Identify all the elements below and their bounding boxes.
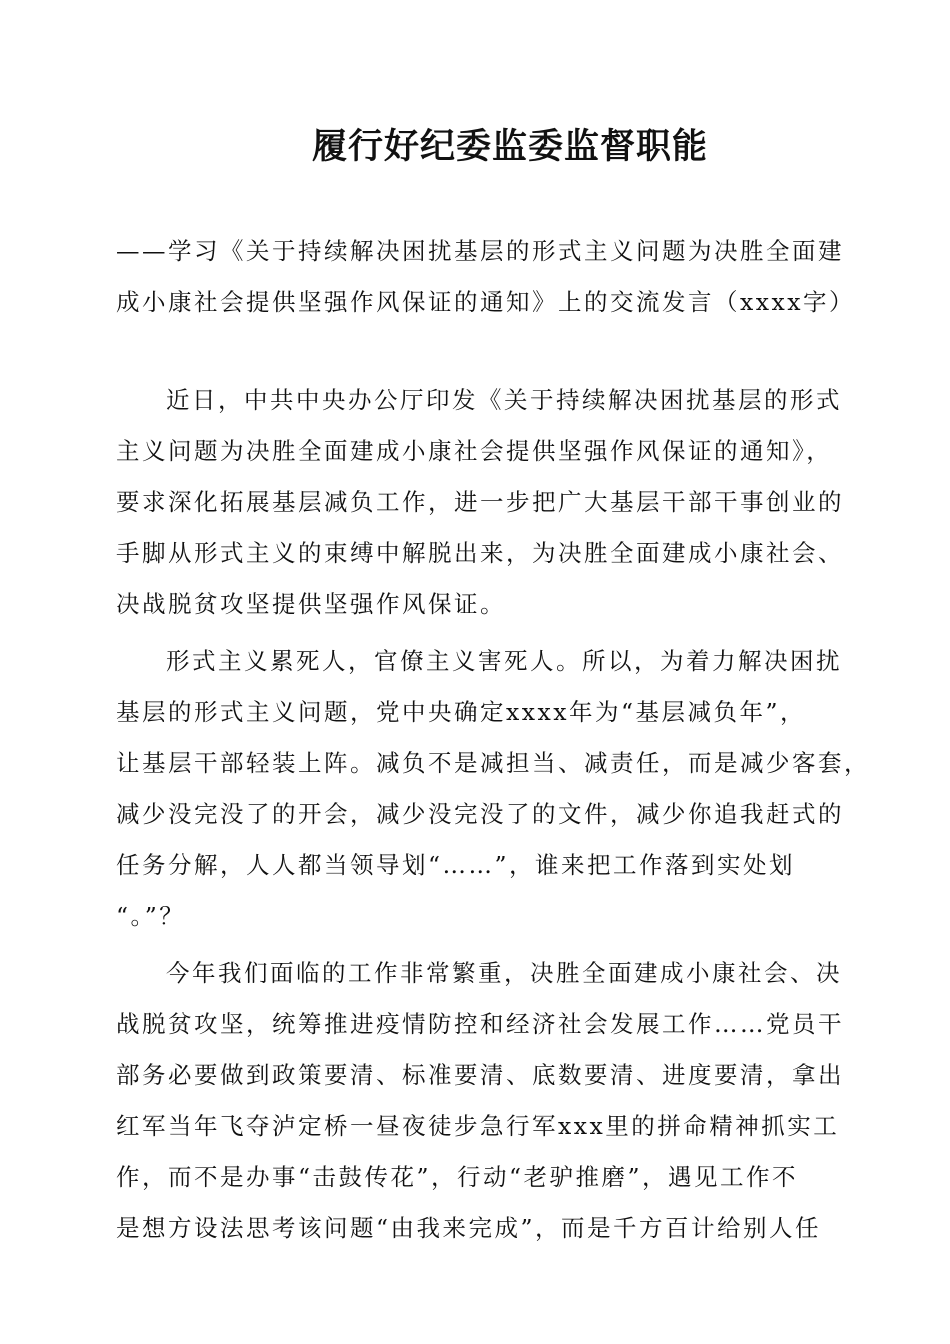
paragraph-line: 决战脱贫攻坚提供坚强作风保证。 bbox=[116, 590, 506, 618]
paragraph-line: 今年我们面临的工作非常繁重，决胜全面建成小康社会、决 bbox=[166, 959, 842, 987]
paragraph-line: “。”？ bbox=[116, 902, 186, 930]
paragraph-line: 减少没完没了的开会，减少没完没了的文件，减少你追我赶式的 bbox=[116, 800, 844, 828]
document-body bbox=[116, 375, 870, 1260]
paragraph-line: 任务分解，人人都当领导划“……”，谁来把工作落到实处划 bbox=[116, 851, 796, 879]
paragraph-line: 近日，中共中央办公厅印发《关于持续解决困扰基层的形式 bbox=[166, 386, 842, 414]
paragraph-line: 是想方设法思考该问题“由我来完成”，而是千方百计给别人任 bbox=[116, 1214, 822, 1242]
paragraph-line: 作，而不是办事“击鼓传花”，行动“老驴推磨”，遇见工作不 bbox=[116, 1163, 799, 1191]
paragraph-line: 基层的形式主义问题，党中央确定xxxx年为“基层减负年”， bbox=[116, 698, 807, 726]
document-subtitle bbox=[116, 226, 856, 328]
paragraph-line: 部务必要做到政策要清、标准要清、底数要清、进度要清，拿出 bbox=[116, 1061, 844, 1089]
paragraph bbox=[116, 948, 856, 1254]
paragraph bbox=[116, 636, 870, 942]
paragraph-line: 让基层干部轻装上阵。减负不是减担当、减责任，而是减少客套， bbox=[116, 749, 870, 777]
paragraph-line: 红军当年飞夺泸定桥一昼夜徒步急行军xxx里的拼命精神抓实工 bbox=[116, 1112, 840, 1140]
paragraph-line: 形式主义累死人，官僚主义害死人。所以，为着力解决困扰 bbox=[166, 647, 842, 675]
document-title: 履行好纪委监委监督职能 bbox=[311, 126, 708, 167]
paragraph-line: 主义问题为决胜全面建成小康社会提供坚强作风保证的通知》， bbox=[116, 437, 833, 465]
paragraph-line: 战脱贫攻坚，统筹推进疫情防控和经济社会发展工作……党员干 bbox=[116, 1010, 844, 1038]
paragraph bbox=[116, 375, 856, 630]
subtitle-line: ——学习《关于持续解决困扰基层的形式主义问题为决胜全面建 bbox=[116, 237, 844, 265]
paragraph-line: 手脚从形式主义的束缚中解脱出来，为决胜全面建成小康社会、 bbox=[116, 539, 844, 567]
subtitle-line: 成小康社会提供坚强作风保证的通知》上的交流发言（xxxx字） bbox=[116, 288, 856, 316]
paragraph-line: 要求深化拓展基层减负工作，进一步把广大基层干部干事创业的 bbox=[116, 488, 844, 516]
